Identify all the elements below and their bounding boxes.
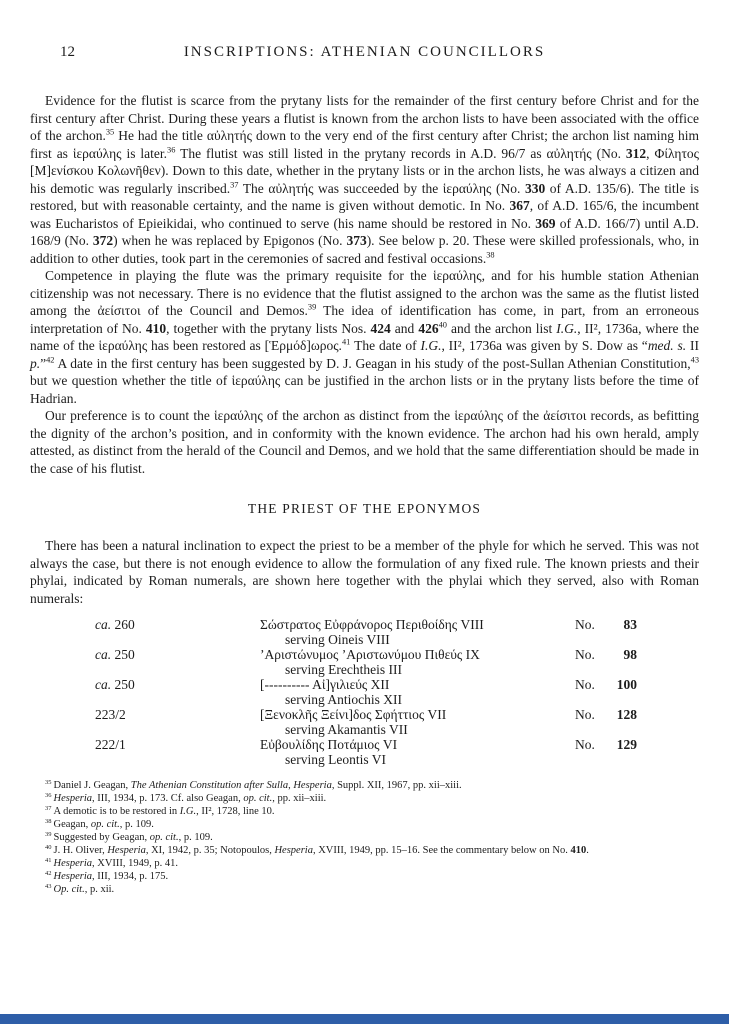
footnote [30, 818, 699, 831]
footnotes-block [30, 779, 699, 896]
serving-phyle: serving Erechtheis III [285, 662, 402, 677]
row-name-block [260, 707, 575, 737]
priest-table [95, 617, 699, 767]
bottom-bar [0, 1014, 729, 1024]
priest-name: Σώστρατος Εὐφράνορος Περιθοίδης VIII [260, 617, 484, 632]
footnote [30, 883, 699, 896]
table-row [95, 737, 699, 767]
footnote-text: Op. cit., p. xii. [53, 884, 115, 895]
footnote-number: 43 [45, 882, 52, 890]
footnote-text: Hesperia, III, 1934, p. 173. Cf. also Geagan, op. cit., pp. xii–xiii. [53, 793, 327, 804]
catalog-number: 129 [616, 737, 637, 752]
footnote-text: Hesperia, III, 1934, p. 175. [53, 871, 169, 882]
no-label: No. [575, 707, 595, 722]
footnote-number: 36 [45, 791, 52, 799]
priest-name: [---------- Αἰ]γιλιεύς XII [260, 677, 390, 692]
catalog-number: 128 [616, 707, 637, 722]
footnote-text: Suggested by Geagan, op. cit., p. 109. [53, 832, 213, 843]
row-number [575, 677, 637, 692]
footnote [30, 857, 699, 870]
catalog-number: 98 [623, 647, 637, 662]
footnote-number: 39 [45, 830, 52, 838]
no-label: No. [575, 617, 595, 632]
row-number [575, 647, 637, 662]
row-number [575, 617, 637, 632]
row-number [575, 707, 637, 722]
no-label: No. [575, 737, 595, 752]
priest-name: Εὐβουλίδης Ποτάμιος VI [260, 737, 398, 752]
footnote-text: J. H. Oliver, Hesperia, XI, 1942, p. 35; Notopoulos, Hesperia, XVIII, 1949, pp. 15–16. See the commentary below on No. 410. [53, 845, 589, 856]
footnote [30, 844, 699, 857]
paragraph-flutist-evidence: Evidence for the flutist is scarce from the prytany lists for the remainder of the first century before Christ and for the first century after Christ. During these years a flutist is known from the archon lists to have been associated with the office of the archon.$^{35}$ He had the title αὐλητής down to the very end of the first century after Christ; the archon list naming him first as ἱεραύλης is later.$^{36}$ The flutist was still listed in the prytany records in A.D. 96/7 as αὐλητής (No. 312, Φίλητος [Μ]ενίσκου Κολωνῆθεν). Down to this date, whether in the prytany lists or in the archon lists, he was always a citizen and his demotic was regularly inscribed.$^{37}$ The αὐλητής was succeeded by the ἱεραύλης (No. 330 of A.D. 135/6). The title is restored, but with reasonable certainty, and the name is given without demotic. In No. 367, of A.D. 165/6, the incumbent was Eucharistos of Epieikidai, who continued to serve (his name should be restored in No. 369 of A.D. 166/7) until A.D. 168/9 (No. 372) when he was replaced by Epigonos (No. 373). See below p. 20. These were skilled professionals, who, in addition to other duties, took part in the ceremonies of sacred and festival occasions.$^{38}$ [30, 93, 700, 266]
priest-name: ’Αριστώνυμος ’Αριστωνύμου Πιθεύς IX [260, 647, 480, 662]
footnote-number: 42 [45, 869, 52, 877]
row-name-block [260, 677, 575, 707]
paragraph-section-intro: There has been a natural inclination to expect the priest to be a member of the phyle for which he served. This was not always the case, but there is not enough evidence to allow the formulation of any fixed rule. The known priests and their phylai, indicated by Roman numerals, are shown here together with the phylai which they served, also with Roman numerals: [30, 538, 699, 606]
serving-phyle: serving Leontis VI [285, 752, 386, 767]
footnote-text: A demotic is to be restored in I.G., II², 1728, line 10. [53, 806, 275, 817]
section-title: THE PRIEST OF THE EPONYMOS [247, 501, 482, 516]
table-row [95, 617, 699, 647]
paragraph-preference: Our preference is to count the ἱεραύλης of the archon as distinct from the ἱεραύλης of the ἀείσιτοι records, as befitting the dignity of the archon’s position, and in conformity with the known evidence. The archon had his own herald, amply attested, as distinct from the herald of the Council and Demos, and we hold that the same differentiation should be made in the case of his flutist. [30, 408, 699, 476]
row-name-block [260, 737, 575, 767]
catalog-number: 83 [623, 617, 637, 632]
footnote-text: Geagan, op. cit., p. 109. [53, 819, 154, 830]
footnote-number: 38 [45, 817, 52, 825]
catalog-number: 100 [616, 677, 637, 692]
row-date: ca. 250 [95, 647, 135, 662]
row-date: ca. 250 [95, 677, 135, 692]
footnote-number: 41 [45, 856, 52, 864]
table-row [95, 677, 699, 707]
footnote [30, 805, 699, 818]
footnote-number: 35 [45, 778, 52, 786]
row-date: 222/1 [95, 737, 126, 752]
no-label: No. [575, 647, 595, 662]
footnote-text: Hesperia, XVIII, 1949, p. 41. [53, 858, 179, 869]
row-number [575, 737, 637, 752]
footnote-number: 40 [45, 843, 52, 851]
table-row [95, 707, 699, 737]
page-body [30, 92, 699, 896]
page-header [30, 44, 699, 63]
paragraph-hieraules-competence: Competence in playing the flute was the primary requisite for the ἱεραύλης, and for his humble station Athenian citizenship was not necessary. There is no evidence that the flutist assigned to the archon was the same as the flutist listed among the ἀείσιτοι of the Council and Demos.$^{39}$ The idea of identification has come, in part, from an erroneous interpretation of No. 410, together with the prytany lists Nos. 424 and $426^{40}$ and the archon list I.G., II², 1736a, where the name of the ἱεραύλης has been restored as [Ἑρμόδ]ωρος.$^{41}$ The date of I.G., II², 1736a was given by S. Dow as “med. s. II p.”$^{42}$ A date in the first century has been suggested by D. J. Geagan in his study of the post-Sullan Athenian Constitution,$^{43}$ but we question whether the title of ἱεραύλης can be justified in the archon lists or in the prytany lists before the time of Hadrian. [30, 268, 700, 406]
footnote-number: 37 [45, 804, 52, 812]
footnote-text: Daniel J. Geagan, The Athenian Constitution after Sulla, Hesperia, Suppl. XII, 1967, pp. xii–xiii. [53, 780, 462, 791]
footnote [30, 870, 699, 883]
row-name-block [260, 617, 575, 647]
serving-phyle: serving Antiochis XII [285, 692, 402, 707]
serving-phyle: serving Akamantis VII [285, 722, 408, 737]
row-date: ca. 260 [95, 617, 135, 632]
footnote [30, 792, 699, 805]
table-row [95, 647, 699, 677]
row-date: 223/2 [95, 707, 126, 722]
footnote [30, 779, 699, 792]
row-name-block [260, 647, 575, 677]
no-label: No. [575, 677, 595, 692]
running-title: INSCRIPTIONS: ATHENIAN COUNCILLORS [183, 44, 546, 60]
serving-phyle: serving Oineis VIII [285, 632, 390, 647]
page-number: 12 [60, 44, 75, 60]
priest-name: [Ξενοκλῆς Ξείνι]δος Σφήττιος VII [260, 707, 447, 722]
footnote [30, 831, 699, 844]
